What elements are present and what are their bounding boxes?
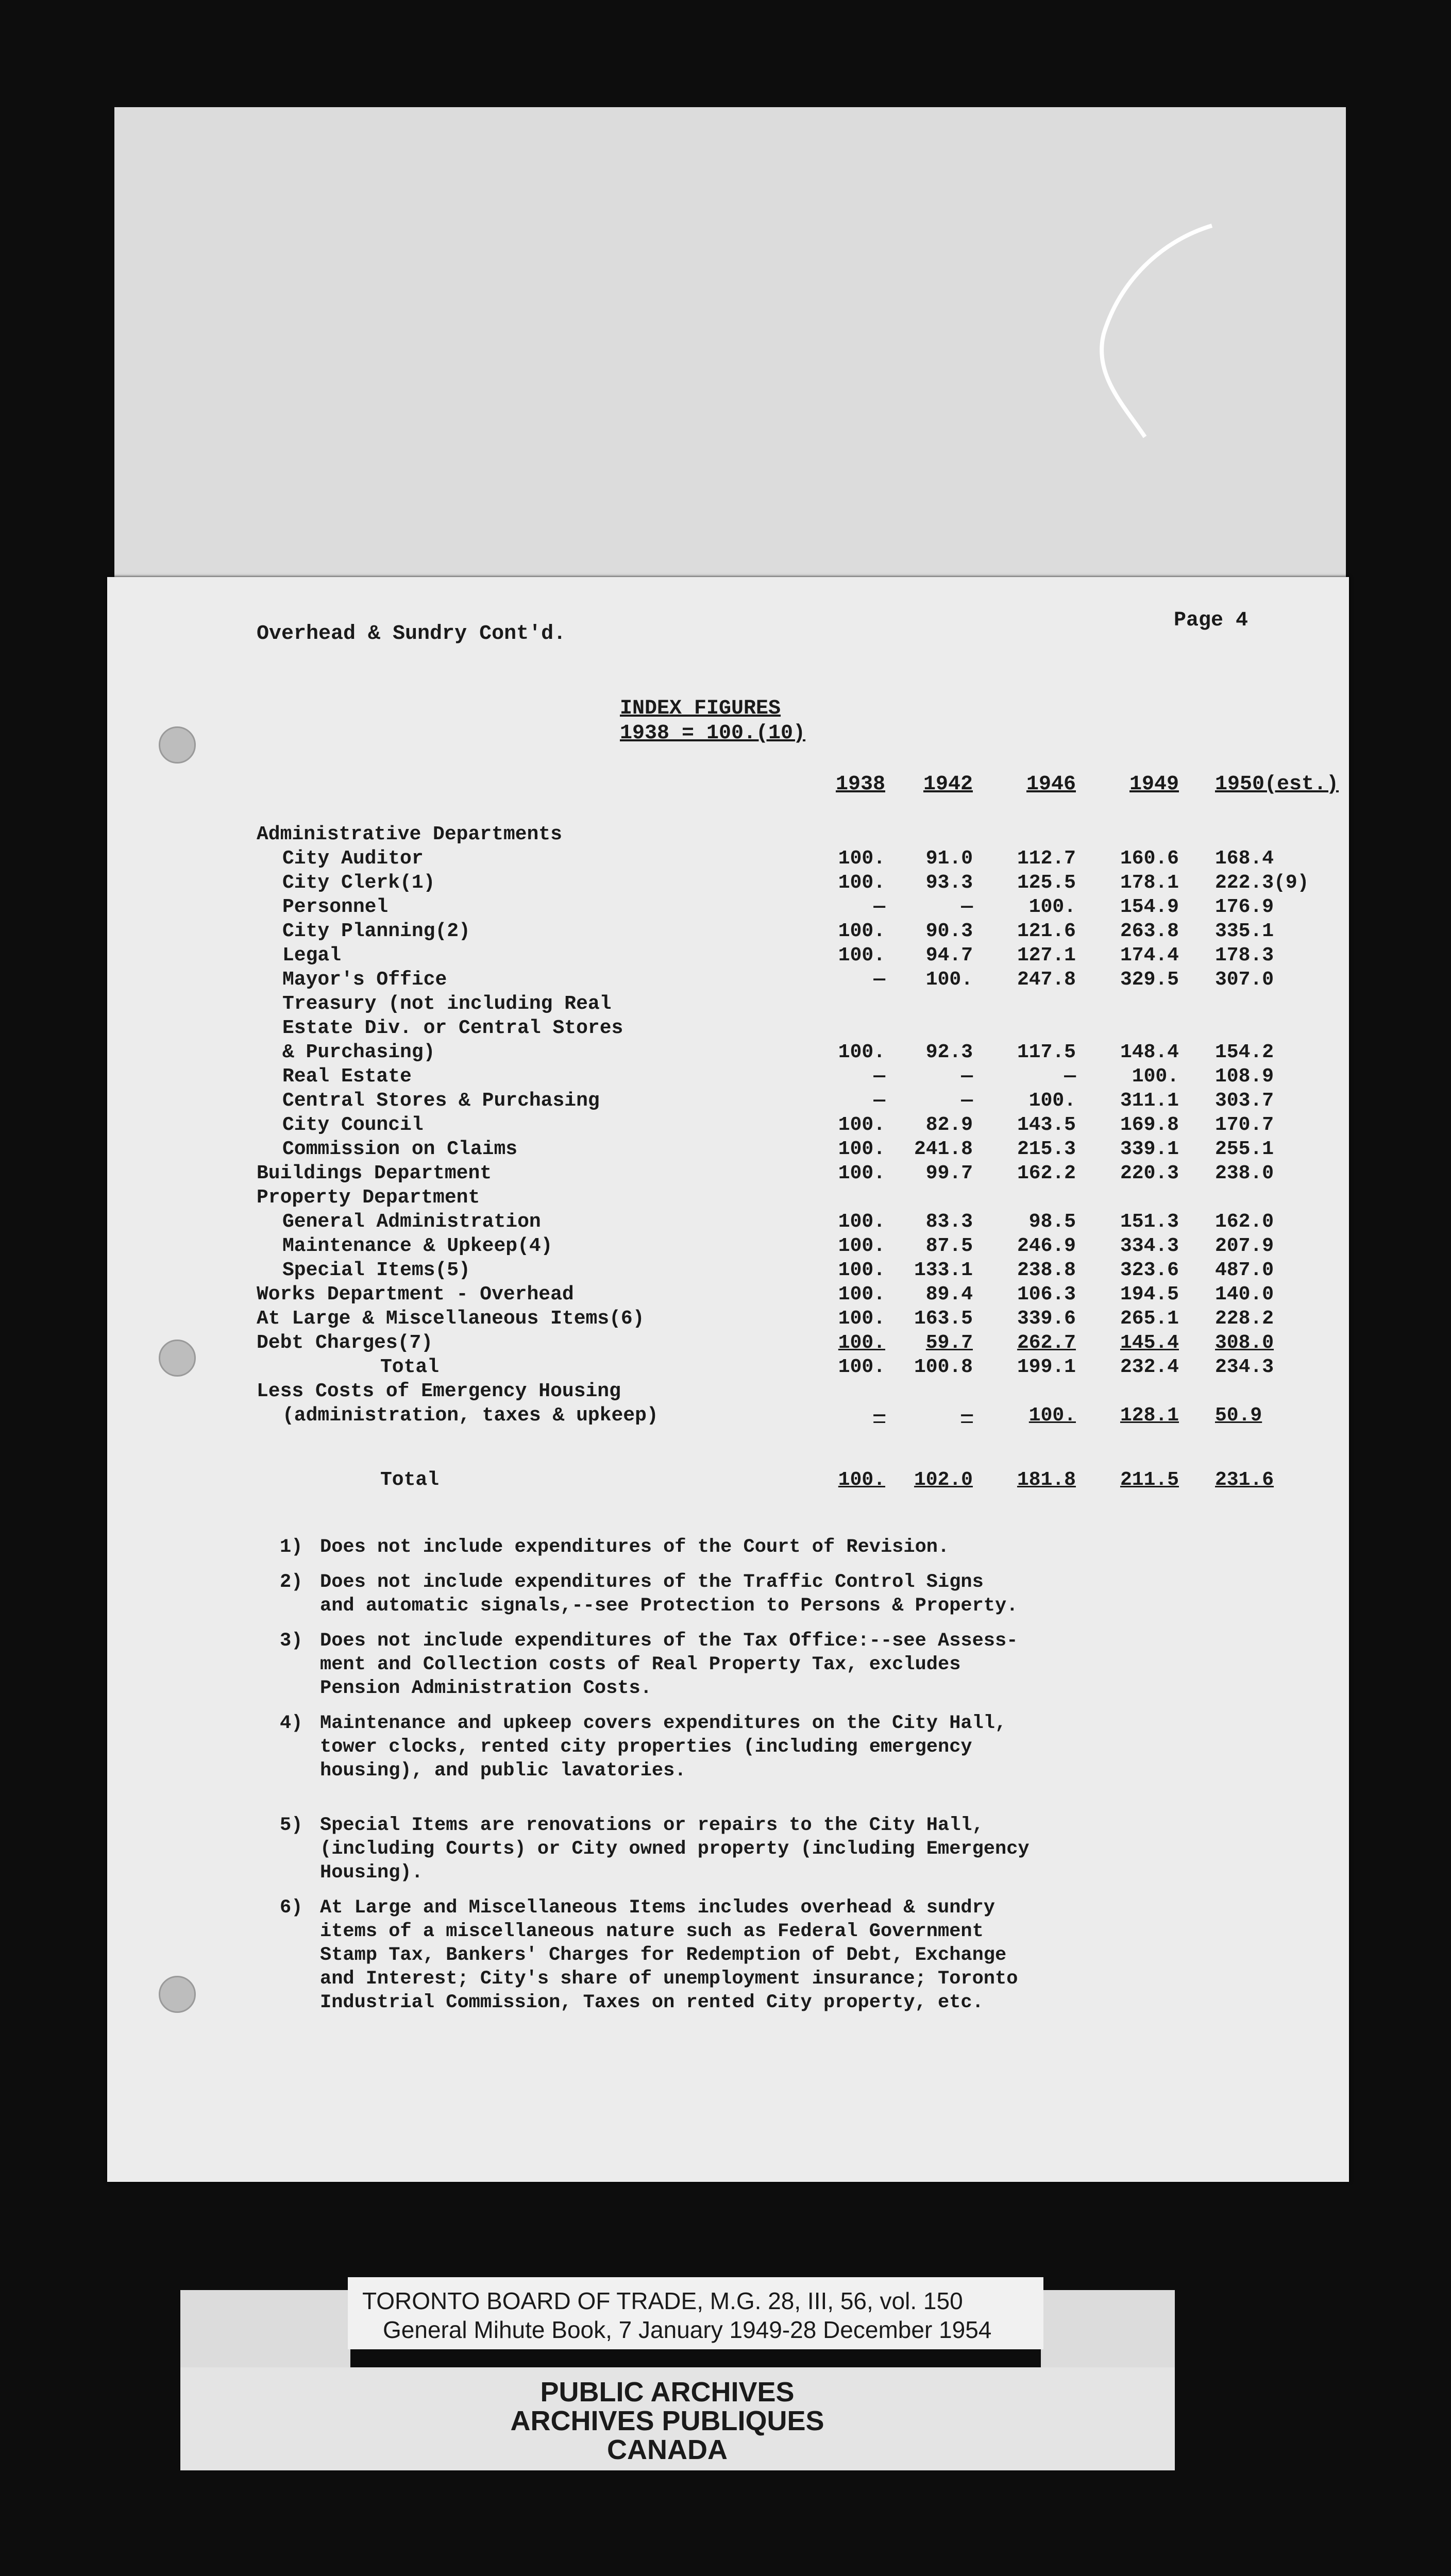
table-cell: 100.8 <box>914 1356 973 1378</box>
page-number: Page 4 <box>1174 609 1248 632</box>
table-cell: 178.3 <box>1215 944 1274 967</box>
row-label: Less Costs of Emergency Housing <box>257 1380 621 1402</box>
footnote-text: At Large and Miscellaneous Items includes overhead & sundry items of a miscellaneous nature such as Federal Government Stamp Tax, Bankers' Charges for Redemption of Debt, Exchange and Interest; City's share of unemployment insurance; Toronto Industrial Commission, Taxes on rented City property, etc. <box>320 1897 1018 2013</box>
table-cell: 162.2 <box>1017 1162 1076 1184</box>
table-cell: 83.3 <box>925 1211 973 1233</box>
table-cell: 100. <box>838 1211 885 1233</box>
table-row <box>107 1211 1349 1235</box>
table-cell: 82.9 <box>925 1114 973 1136</box>
table-cell: 168.4 <box>1215 848 1274 870</box>
table-row <box>107 1017 1349 1041</box>
table-cell: 100. <box>838 872 885 894</box>
archive-stamp <box>180 2367 1175 2470</box>
table-cell: 329.5 <box>1120 969 1179 991</box>
footnote-text: Does not include expenditures of the Traffic Control Signs and automatic signals,--see Protection to Persons & Property. <box>320 1571 1018 1617</box>
table-cell: 117.5 <box>1017 1041 1076 1063</box>
table-cell: 93.3 <box>925 872 973 894</box>
table-row <box>107 1187 1349 1211</box>
footnote-number: 6) <box>280 1897 303 1919</box>
column-header: 1950(est.) <box>1215 773 1339 796</box>
table-cell: 215.3 <box>1017 1138 1076 1160</box>
row-label: Personnel <box>282 896 389 918</box>
row-label: Works Department - Overhead <box>257 1283 574 1306</box>
footnote <box>280 1570 1285 1618</box>
table-cell: 247.8 <box>1017 969 1076 991</box>
table-row <box>107 1235 1349 1259</box>
table-cell: 100. <box>1028 896 1076 918</box>
table-row <box>107 872 1349 896</box>
table-cell: — <box>961 896 973 918</box>
table-cell: 228.2 <box>1215 1308 1274 1330</box>
index-title <box>620 697 805 746</box>
table-cell: 211.5 <box>1120 1469 1179 1491</box>
table-cell: 145.4 <box>1120 1332 1179 1354</box>
label-tab-left <box>180 2290 350 2378</box>
table-cell: 148.4 <box>1120 1041 1179 1063</box>
table-cell: 339.1 <box>1120 1138 1179 1160</box>
table-cell: 100. <box>1028 1090 1076 1112</box>
table-row <box>107 1283 1349 1308</box>
table-cell: 100. <box>838 944 885 967</box>
pen-mark <box>1057 221 1233 478</box>
archive-reference-line2: General Mihute Book, 7 January 1949-28 December 1954 <box>383 2316 992 2343</box>
table-row <box>107 823 1349 848</box>
archive-reference-label <box>348 2277 1043 2349</box>
table-cell: 100. <box>838 1138 885 1160</box>
table-cell: 323.6 <box>1120 1259 1179 1281</box>
table-cell: 133.1 <box>914 1259 973 1281</box>
punch-hole <box>159 726 196 764</box>
table-row <box>107 1114 1349 1138</box>
table-row <box>107 1162 1349 1187</box>
archive-stamp-line3: CANADA <box>607 2434 728 2465</box>
row-label: At Large & Miscellaneous Items(6) <box>257 1308 645 1330</box>
table-cell: 311.1 <box>1120 1090 1179 1112</box>
table-cell: 174.4 <box>1120 944 1179 967</box>
table-cell: 207.9 <box>1215 1235 1274 1257</box>
table-cell: 303.7 <box>1215 1090 1274 1112</box>
footnote-number: 4) <box>280 1713 303 1734</box>
table-cell: 231.6 <box>1215 1469 1274 1491</box>
table-cell: 307.0 <box>1215 969 1274 991</box>
table-cell: 181.8 <box>1017 1469 1076 1491</box>
footnote-number: 2) <box>280 1571 303 1593</box>
document-page <box>107 577 1349 2182</box>
row-label: Debt Charges(7) <box>257 1332 433 1354</box>
table-cell: 241.8 <box>914 1138 973 1160</box>
footnote-number: 5) <box>280 1815 303 1836</box>
table-cell: 100. <box>838 1356 885 1378</box>
row-label: Mayor's Office <box>282 969 447 991</box>
label-tab-right <box>1041 2290 1175 2378</box>
row-label: Treasury (not including Real <box>282 993 612 1015</box>
footnote-text: Special Items are renovations or repairs to the City Hall, (including Courts) or City owned property (including Emergency Housing). <box>320 1815 1030 1884</box>
table-cell: 100. <box>838 1114 885 1136</box>
table-row <box>107 1138 1349 1162</box>
page-header-title: Overhead & Sundry Cont'd. <box>257 622 566 646</box>
table-cell: — <box>961 1090 973 1112</box>
row-label: Property Department <box>257 1187 480 1209</box>
table-cell: 100. <box>1028 1404 1076 1427</box>
table-cell: 100. <box>1132 1065 1179 1088</box>
table-cell: 125.5 <box>1017 872 1076 894</box>
table-row <box>107 1259 1349 1283</box>
table-cell: 160.6 <box>1120 848 1179 870</box>
table-cell: 199.1 <box>1017 1356 1076 1378</box>
table-cell: 90.3 <box>925 920 973 942</box>
row-label: Commission on Claims <box>282 1138 518 1160</box>
table-cell: 154.9 <box>1120 896 1179 918</box>
table-cell: 154.2 <box>1215 1041 1274 1063</box>
table-row <box>107 1065 1349 1090</box>
table-cell: 238.0 <box>1215 1162 1274 1184</box>
table-cell: 335.1 <box>1215 920 1274 942</box>
table-cell: 106.3 <box>1017 1283 1076 1306</box>
table-cell: 151.3 <box>1120 1211 1179 1233</box>
archive-reference-line1: TORONTO BOARD OF TRADE, M.G. 28, III, 56, vol. 150 <box>362 2287 963 2314</box>
row-label: City Planning(2) <box>282 920 470 942</box>
table-cell: 232.4 <box>1120 1356 1179 1378</box>
table-cell: — <box>873 1404 885 1427</box>
column-header: 1949 <box>1129 773 1179 796</box>
table-row <box>107 1090 1349 1114</box>
footnote-number: 1) <box>280 1536 303 1558</box>
table-cell: 140.0 <box>1215 1283 1274 1306</box>
table-cell: 234.3 <box>1215 1356 1274 1378</box>
table-cell: 92.3 <box>925 1041 973 1063</box>
index-title-line1: INDEX FIGURES <box>620 697 781 720</box>
row-label: Central Stores & Purchasing <box>282 1090 600 1112</box>
column-header: 1946 <box>1026 773 1076 796</box>
footnote-text: Does not include expenditures of the Court of Revision. <box>320 1536 950 1558</box>
footnote <box>280 1814 1285 1885</box>
row-label: Total <box>380 1469 440 1491</box>
table-cell: 100. <box>838 1283 885 1306</box>
table-cell: 59.7 <box>925 1332 973 1354</box>
table-cell: 50.9 <box>1215 1404 1262 1427</box>
table-cell: 112.7 <box>1017 848 1076 870</box>
table-cell: 143.5 <box>1017 1114 1076 1136</box>
table-row <box>107 1041 1349 1065</box>
footnote-number: 3) <box>280 1630 303 1652</box>
table-cell: 334.3 <box>1120 1235 1179 1257</box>
table-cell: — <box>873 969 885 991</box>
footnote-text: Maintenance and upkeep covers expenditures on the City Hall, tower clocks, rented city properties (including emergency housing), and public lavatories. <box>320 1713 1007 1782</box>
row-label: Real Estate <box>282 1065 412 1088</box>
footnote <box>280 1629 1285 1700</box>
table-cell: 263.8 <box>1120 920 1179 942</box>
table-cell: 487.0 <box>1215 1259 1274 1281</box>
table-cell: 163.5 <box>914 1308 973 1330</box>
table-cell: 108.9 <box>1215 1065 1274 1088</box>
index-base-line: 1938 = 100.(10) <box>620 722 806 745</box>
table-row <box>107 944 1349 969</box>
row-label: Buildings Department <box>257 1162 492 1184</box>
table-row <box>107 1308 1349 1332</box>
table-cell: — <box>1064 1065 1076 1088</box>
row-label: Total <box>380 1356 440 1378</box>
table-cell: 262.7 <box>1017 1332 1076 1354</box>
row-label: (administration, taxes & upkeep) <box>282 1404 659 1427</box>
table-cell: — <box>873 1065 885 1088</box>
row-label: Administrative Departments <box>257 823 562 845</box>
table-cell: 170.7 <box>1215 1114 1274 1136</box>
table-cell: — <box>873 1090 885 1112</box>
archive-stamp-line2: ARCHIVES PUBLIQUES <box>510 2405 824 2436</box>
table-row <box>107 896 1349 920</box>
table-cell: 99.7 <box>925 1162 973 1184</box>
table-cell: 169.8 <box>1120 1114 1179 1136</box>
punch-hole <box>159 1976 196 2013</box>
table-cell: 100. <box>838 1235 885 1257</box>
table-cell: 220.3 <box>1120 1162 1179 1184</box>
table-cell: — <box>873 896 885 918</box>
table-cell: 100. <box>838 1259 885 1281</box>
table-cell: 94.7 <box>925 944 973 967</box>
table-cell: 255.1 <box>1215 1138 1274 1160</box>
table-row <box>107 1404 1349 1429</box>
footnote <box>280 1535 1285 1559</box>
table-cell: 89.4 <box>925 1283 973 1306</box>
table-cell: — <box>961 1065 973 1088</box>
table-row <box>107 1380 1349 1404</box>
table-cell: 87.5 <box>925 1235 973 1257</box>
table-cell: 162.0 <box>1215 1211 1274 1233</box>
table-cell: 194.5 <box>1120 1283 1179 1306</box>
footnote-text: Does not include expenditures of the Tax Office:--see Assess- ment and Collection costs of Real Property Tax, excludes Pension Administration Costs. <box>320 1630 1018 1699</box>
row-label: Maintenance & Upkeep(4) <box>282 1235 553 1257</box>
table-cell: 339.6 <box>1017 1308 1076 1330</box>
table-cell: 100. <box>838 1308 885 1330</box>
table-row <box>107 969 1349 993</box>
row-label: City Clerk(1) <box>282 872 435 894</box>
column-header: 1938 <box>835 773 885 796</box>
table-cell: 100. <box>838 1469 885 1491</box>
table-row <box>107 1469 1349 1493</box>
column-header: 1942 <box>923 773 973 796</box>
table-cell: 102.0 <box>914 1469 973 1491</box>
table-row <box>107 993 1349 1017</box>
table-row <box>107 1356 1349 1380</box>
footnote <box>280 1896 1285 2014</box>
table-row <box>107 848 1349 872</box>
table-cell: 176.9 <box>1215 896 1274 918</box>
table-cell: — <box>961 1404 973 1427</box>
row-label: Estate Div. or Central Stores <box>282 1017 623 1039</box>
table-cell: 98.5 <box>1028 1211 1076 1233</box>
table-cell: 265.1 <box>1120 1308 1179 1330</box>
table-cell: 127.1 <box>1017 944 1076 967</box>
table-cell: 100. <box>838 1332 885 1354</box>
table-row <box>107 920 1349 944</box>
table-cell: 178.1 <box>1120 872 1179 894</box>
table-cell: 100. <box>838 1041 885 1063</box>
row-label: City Auditor <box>282 848 424 870</box>
table-cell: 246.9 <box>1017 1235 1076 1257</box>
archive-stamp-line1: PUBLIC ARCHIVES <box>540 2377 795 2408</box>
table-cell: 100. <box>838 1162 885 1184</box>
table-cell: 100. <box>925 969 973 991</box>
table-row <box>107 1332 1349 1356</box>
table-cell: 222.3(9) <box>1215 872 1309 894</box>
table-cell: 121.6 <box>1017 920 1076 942</box>
table-cell: 91.0 <box>925 848 973 870</box>
row-label: & Purchasing) <box>282 1041 435 1063</box>
table-cell: 238.8 <box>1017 1259 1076 1281</box>
table-cell: 100. <box>838 848 885 870</box>
table-cell: 308.0 <box>1215 1332 1274 1354</box>
table-cell: 100. <box>838 920 885 942</box>
row-label: City Council <box>282 1114 424 1136</box>
row-label: Legal <box>282 944 342 967</box>
row-label: General Administration <box>282 1211 541 1233</box>
footnote <box>280 1711 1285 1783</box>
row-label: Special Items(5) <box>282 1259 470 1281</box>
table-cell: 128.1 <box>1120 1404 1179 1427</box>
